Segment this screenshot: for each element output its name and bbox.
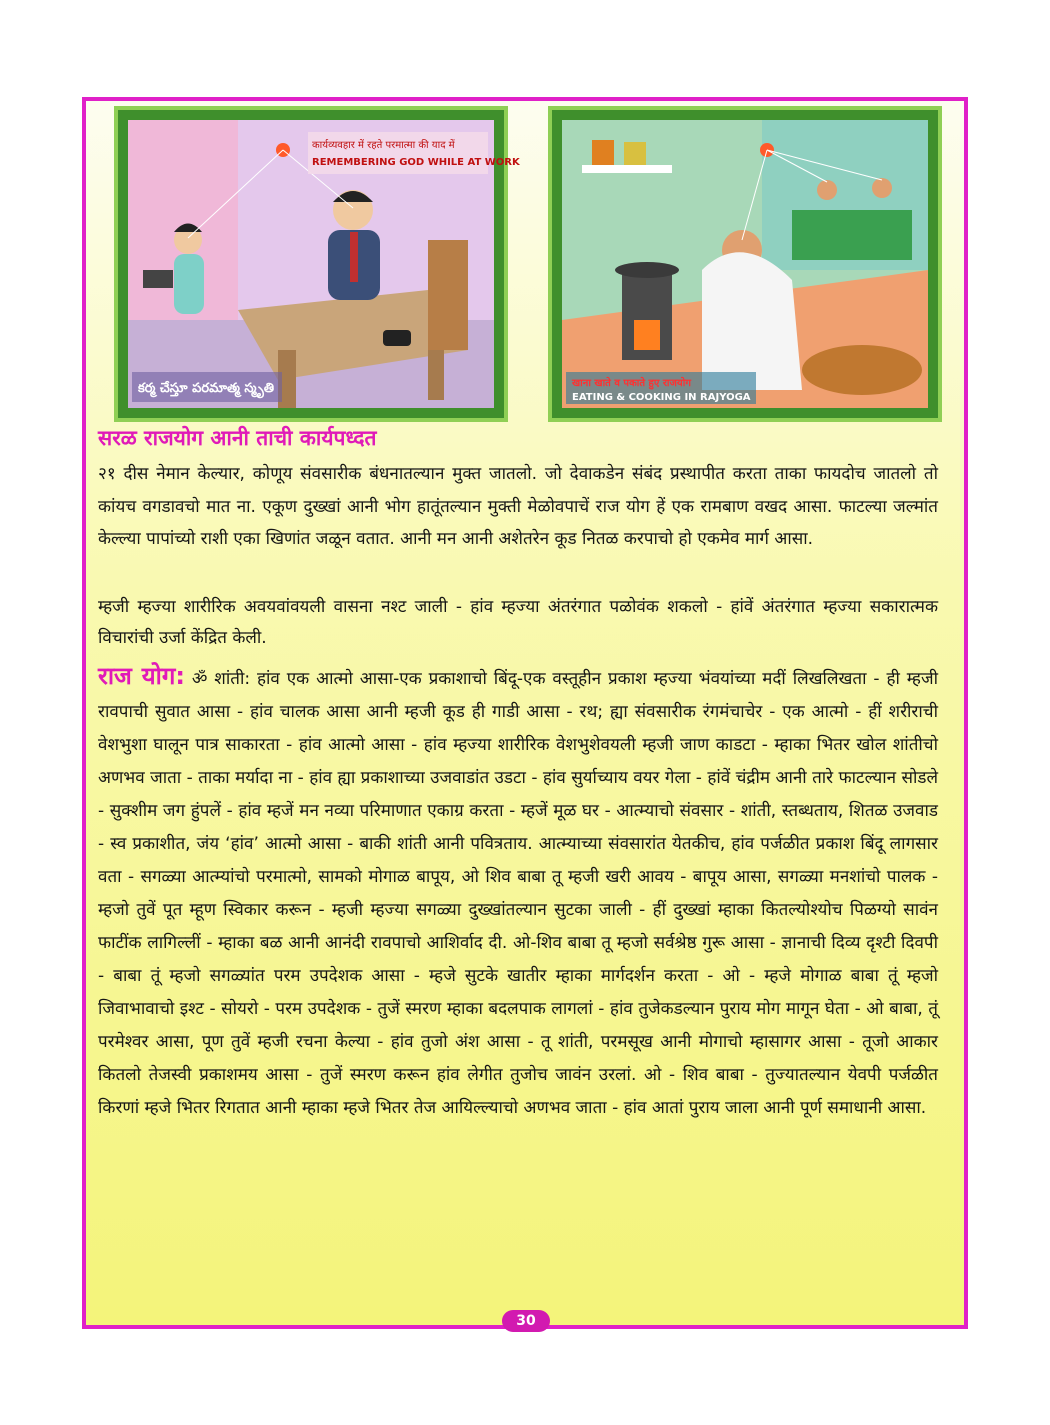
illustration-working-man	[118, 110, 520, 418]
paragraph-raj-yog	[98, 660, 938, 1125]
illustration-cooking-woman	[552, 110, 938, 418]
right-caption-hindi: खाना खाते व पकाते हुए राजयोग	[572, 378, 691, 389]
page-number: 30	[502, 1310, 550, 1332]
section-heading: सरळ राजयोग आनी ताची कार्यपध्दत	[98, 426, 377, 450]
raj-yog-label: राज योग:	[98, 662, 185, 690]
left-caption-bottom: కర్మ చేస్తూ పరమాత్మ స్మృతి	[138, 381, 275, 396]
raj-yog-text: ॐ शांती: हांव एक आत्मो आसा-एक प्रकाशाचो बिंदू-एक वस्तूहीन प्रकाश म्हज्या भंवयांच्या मदीं लिखलिखता - ही म्हजी रावपाची सुवात आसा - हांव चालक आसा आनी म्हजी कूड ही गाडी आसा - रथ; ह्या संवसारीक रंगमंचाचेर - एक आत्मो - हीं शरीराची वेशभुशा घालून पात्र साकारता - हांव आत्मो आसा - हांव म्हज्या शारीरिक वेशभुशेवयली म्हजी जाण काडटा - म्हाका भितर खोल शांतीचो अणभव जाता - ताका मर्यादा ना - हांव ह्या प्रकाशाच्या उजवाडांत उडटा - हांव सुर्याच्याय वयर गेला - हांवें चंद्रीम आनी तारे फाटल्यान सोडले - सुक्शीम जग हुंपलें - हांव म्हजें मन नव्या परिमाणात एकाग्र करता - म्हजें मूळ घर - आत्म्याचो संवसार - शांती, स्तब्धताय, शितळ उजवाड - स्व प्रकाशीत, जंय ‘हांव’ आत्मो आसा - बाकी शांती आनी पवित्रताय. आत्म्याच्या संवसारांत येतकीच, हांव पर्जळीत प्रकाश बिंदू लागसार वता - सगळ्या आत्म्यांचो परमात्मो, सामको मोगाळ बापूय, ओ शिव बाबा तू म्हजी खरी आवय - बापूय आसा, सगळ्या मनशांचो पालक - म्हजो तुवें पूत म्हूण स्विकार करून - म्हजी म्हज्या सगळ्या दुख्खांतल्यान सुटका जाली - हीं दुख्खां म्हाका कितल्योश्योच पिळग्यो सावंन फाटींक लागिल्लीं - म्हाका बळ आनी आनंदी रावपाचो आशिर्वाद दी. ओ-शिव बाबा तू म्हजो सर्वश्रेष्ठ गुरू आसा - ज्ञानाची दिव्य दृश्टी दिवपी - बाबा तूं म्हजो सगळ्यांत परम उपदेशक आसा - म्हजे सुटके खातीर म्हाका मार्गदर्शन करता - ओ - म्हजे मोगाळ बाबा तूं म्हजो जिवाभावाचो इश्ट - सोयरो - परम उपदेशक - तुजें स्मरण म्हाका बदलपाक लागलां - हांव तुजेकडल्यान पुराय मोग मागून घेता - ओ बाबा, तूं परमेश्वर आसा, पूण तुवें म्हजी रचना केल्या - हांव तुजो अंश आसा - तू शांती, परमसूख आनी मोगाचो म्हासागर आसा - तूजो आकार कितलो तेजस्वी प्रकाशमय आसा - तुजें स्मरण करून हांव लेगीत तुजोच जावंन उरलां. ओ - शिव बाबा - तुज्यातल्यान येवपी पर्जळीत किरणां म्हजे भितर रिगतात आनी म्हाका म्हजे भितर तेज आयिल्ल्याचो अणभव जाता - हांव आतां पुराय जाला आनी पूर्ण समाधानी आसा.	[98, 669, 938, 1118]
right-caption-english: EATING & COOKING IN RAJYOGA	[572, 392, 751, 403]
paragraph-intro: २१ दीस नेमान केल्यार, कोणूय संवसारीक बंधनातल्यान मुक्त जातलो. जो देवाकडेन संबंद प्रस्थापीत करता ताका फायदोच जातलो तो कांयच वगडावचो मात ना. एकूण दुख्खां आनी भोग हातूंतल्यान मुक्ती मेळोवपाचें राज योग हें एक रामबाण वखद आसा. फाटल्या जल्मांत केल्ल्या पापांच्यो राशी एका खिणांत जळून वतात. आनी मन आनी अशेतरेन कूड नितळ करपाचो हो एकमेव मार्ग आसा.	[98, 464, 938, 549]
paragraph-body: म्हजी म्हज्या शारीरिक अवयवांवयली वासना नश्ट जाली - हांव म्हज्या अंतरंगात पळोवंक शकलो - हांवें अंतरंगात म्हज्या सकारात्मक विचारांची उर्जा केंद्रित केली.	[98, 597, 938, 648]
left-caption-hindi: कार्यव्यवहार में रहते परमात्मा की याद में	[312, 140, 455, 151]
left-caption-english: REMEMBERING GOD WHILE AT WORK	[312, 157, 520, 168]
